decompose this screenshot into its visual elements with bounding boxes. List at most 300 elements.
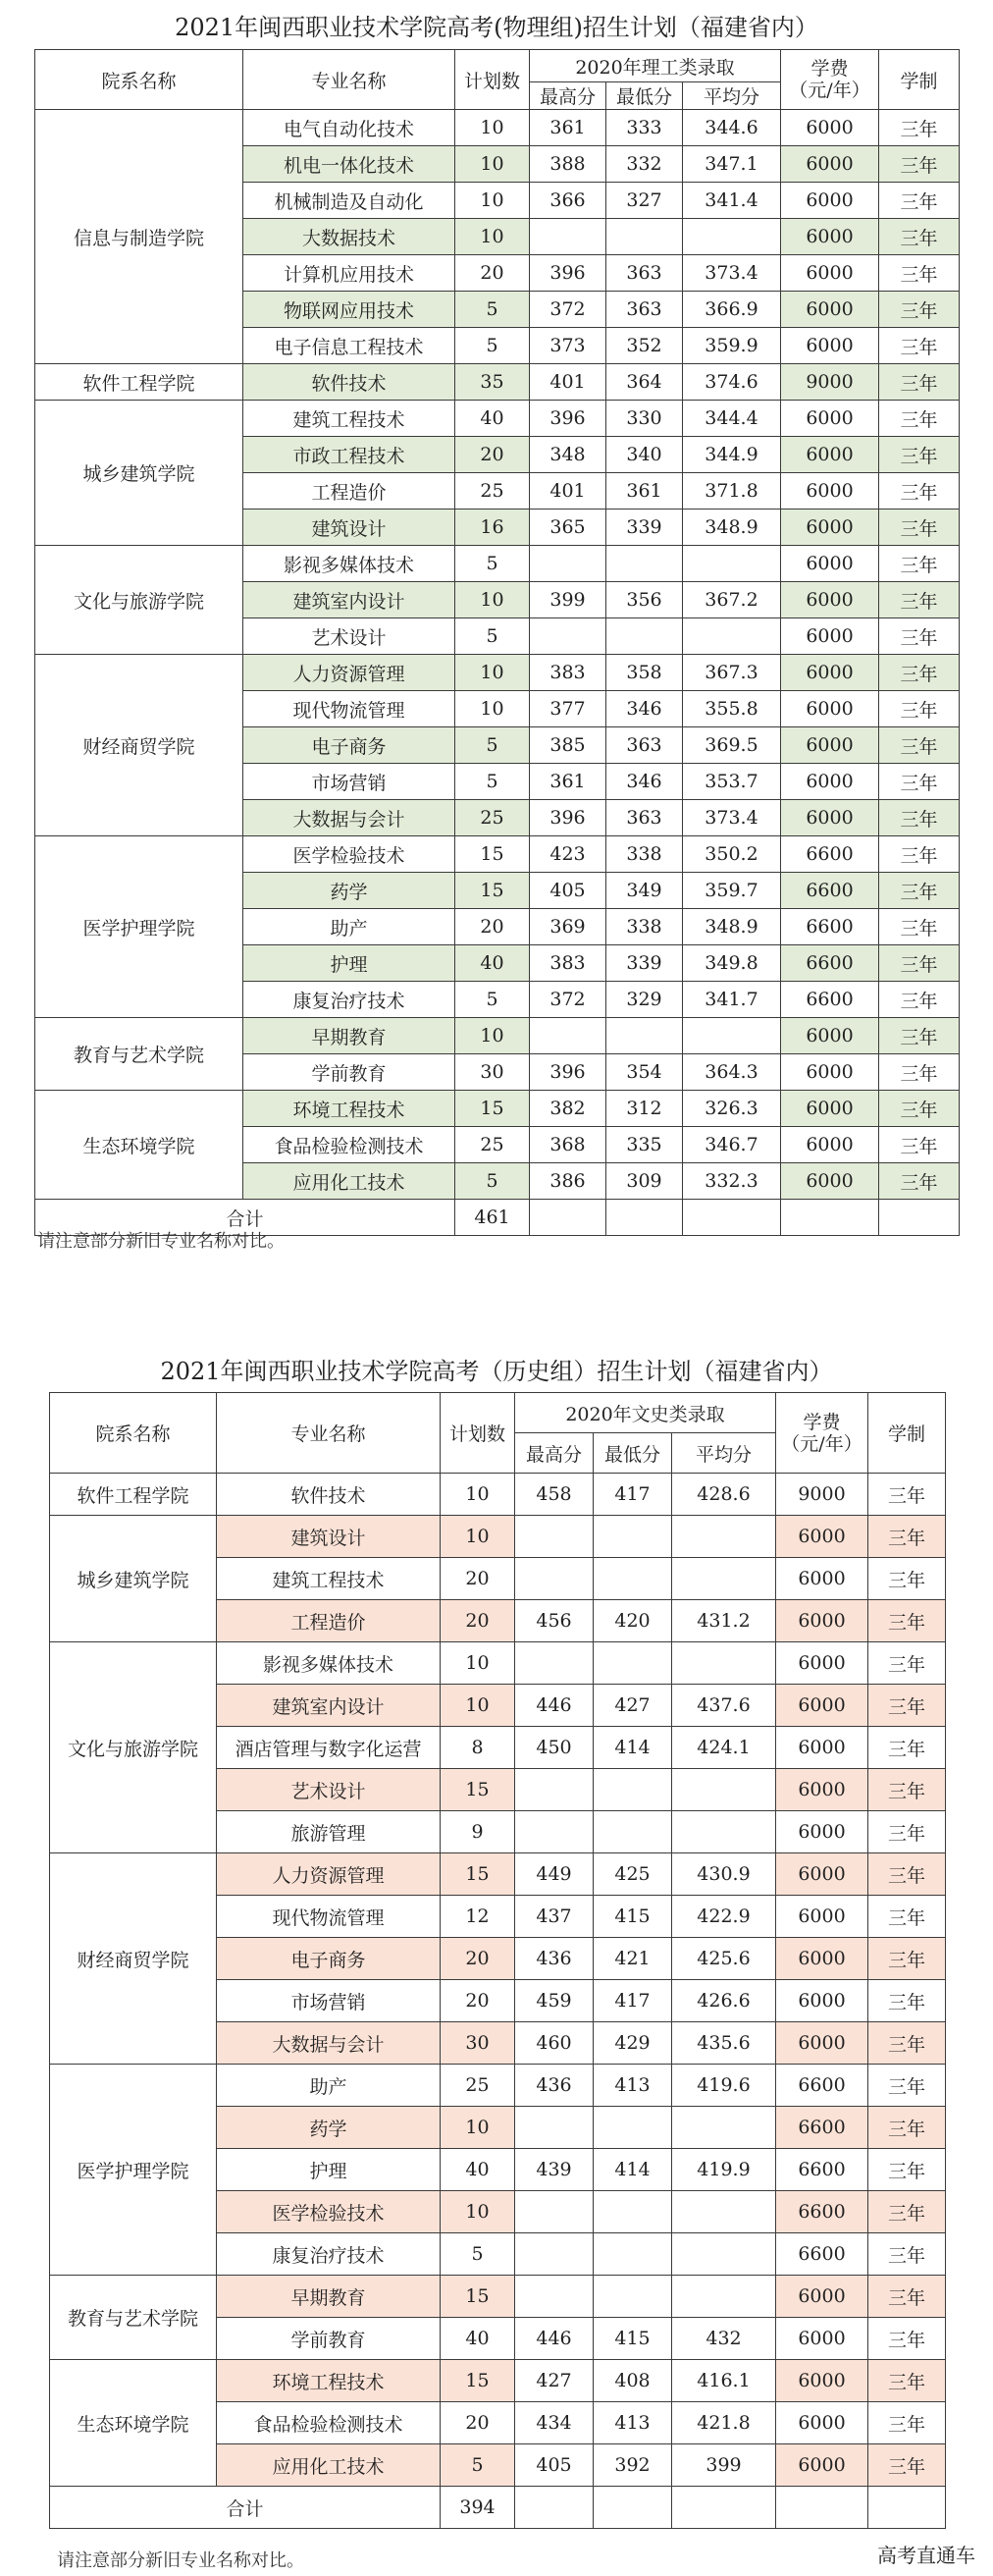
max-score-cell: 369 xyxy=(530,909,606,945)
fee-cell: 6000 xyxy=(781,1163,879,1200)
years-cell: 三年 xyxy=(868,1685,946,1727)
fee-cell: 6600 xyxy=(781,836,879,873)
empty-cell xyxy=(594,2487,672,2529)
max-score-cell: 434 xyxy=(515,2402,594,2444)
major-cell: 助产 xyxy=(217,2065,441,2107)
empty-cell xyxy=(672,2487,776,2529)
min-score-cell xyxy=(594,2233,672,2276)
fee-cell: 6000 xyxy=(781,219,879,255)
fee-cell: 6000 xyxy=(781,401,879,437)
min-score-cell: 415 xyxy=(594,1896,672,1938)
fee-cell: 6000 xyxy=(776,1896,868,1938)
max-score-cell xyxy=(515,1558,594,1600)
years-cell: 三年 xyxy=(879,1091,960,1127)
fee-cell: 6000 xyxy=(776,2360,868,2402)
major-cell: 建筑设计 xyxy=(243,510,455,546)
empty-cell xyxy=(530,1200,606,1236)
table-row xyxy=(50,2276,946,2318)
min-score-cell xyxy=(594,2276,672,2318)
fee-cell: 6000 xyxy=(776,2402,868,2444)
dept-cell: 信息与制造学院 xyxy=(35,110,243,364)
col-header-avg: 平均分 xyxy=(672,1433,776,1474)
max-score-cell: 449 xyxy=(515,1853,594,1896)
min-score-cell: 346 xyxy=(606,691,683,727)
fee-cell: 6000 xyxy=(776,2276,868,2318)
plan-cell: 10 xyxy=(455,691,530,727)
plan-cell: 10 xyxy=(455,110,530,146)
years-cell: 三年 xyxy=(879,473,960,510)
fee-cell: 6000 xyxy=(781,582,879,618)
avg-score-cell xyxy=(672,1558,776,1600)
major-cell: 建筑设计 xyxy=(217,1516,441,1558)
min-score-cell xyxy=(594,2191,672,2233)
avg-score-cell: 348.9 xyxy=(683,909,781,945)
table-row xyxy=(35,401,960,437)
fee-cell: 6000 xyxy=(781,546,879,582)
years-cell: 三年 xyxy=(868,2233,946,2276)
fee-cell: 6000 xyxy=(776,1938,868,1980)
years-cell: 三年 xyxy=(868,1727,946,1769)
fee-cell: 6000 xyxy=(781,764,879,800)
table-row xyxy=(50,1516,946,1558)
dept-cell: 生态环境学院 xyxy=(35,1091,243,1200)
years-cell: 三年 xyxy=(868,1558,946,1600)
min-score-cell: 425 xyxy=(594,1853,672,1896)
major-cell: 工程造价 xyxy=(217,1600,441,1642)
major-cell: 影视多媒体技术 xyxy=(217,1642,441,1685)
col-header-major: 专业名称 xyxy=(217,1393,441,1474)
min-score-cell xyxy=(606,219,683,255)
major-cell: 建筑室内设计 xyxy=(243,582,455,618)
plan-cell: 15 xyxy=(441,1769,515,1811)
dept-cell: 医学护理学院 xyxy=(50,2065,217,2276)
plan-cell: 5 xyxy=(455,982,530,1018)
plan-cell: 25 xyxy=(455,800,530,836)
years-cell: 三年 xyxy=(879,510,960,546)
col-header-major: 专业名称 xyxy=(243,50,455,110)
years-cell: 三年 xyxy=(879,618,960,655)
major-cell: 食品检验检测技术 xyxy=(217,2402,441,2444)
avg-score-cell: 419.6 xyxy=(672,2065,776,2107)
years-cell: 三年 xyxy=(879,219,960,255)
col-header-min: 最低分 xyxy=(594,1433,672,1474)
major-cell: 酒店管理与数字化运营 xyxy=(217,1727,441,1769)
major-cell: 机械制造及自动化 xyxy=(243,183,455,219)
years-cell: 三年 xyxy=(868,2276,946,2318)
plan-cell: 5 xyxy=(441,2233,515,2276)
major-cell: 电子商务 xyxy=(243,727,455,764)
plan-cell: 12 xyxy=(441,1896,515,1938)
years-cell: 三年 xyxy=(868,2149,946,2191)
col-header-dept: 院系名称 xyxy=(50,1393,217,1474)
col-header-max: 最高分 xyxy=(530,82,606,110)
max-score-cell: 348 xyxy=(530,437,606,473)
fee-cell: 6000 xyxy=(776,1727,868,1769)
major-cell: 影视多媒体技术 xyxy=(243,546,455,582)
major-cell: 学前教育 xyxy=(217,2318,441,2360)
avg-score-cell: 348.9 xyxy=(683,510,781,546)
plan-cell: 10 xyxy=(455,219,530,255)
min-score-cell: 363 xyxy=(606,800,683,836)
avg-score-cell: 416.1 xyxy=(672,2360,776,2402)
total-label-cell: 合计 xyxy=(35,1200,455,1236)
col-header-avg: 平均分 xyxy=(683,82,781,110)
years-cell: 三年 xyxy=(868,2065,946,2107)
fee-cell: 6000 xyxy=(776,1642,868,1685)
table-title: 2021年闽西职业技术学院高考(物理组)招生计划（福建省内） xyxy=(175,14,818,41)
max-score-cell: 405 xyxy=(530,873,606,909)
fee-cell: 6000 xyxy=(781,255,879,292)
plan-cell: 10 xyxy=(441,2107,515,2149)
table-row xyxy=(35,364,960,401)
max-score-cell: 368 xyxy=(530,1127,606,1163)
years-cell: 三年 xyxy=(879,691,960,727)
years-cell: 三年 xyxy=(868,2191,946,2233)
plan-cell: 20 xyxy=(455,437,530,473)
major-cell: 建筑工程技术 xyxy=(217,1558,441,1600)
dept-cell: 生态环境学院 xyxy=(50,2360,217,2487)
major-cell: 医学检验技术 xyxy=(243,836,455,873)
max-score-cell: 396 xyxy=(530,255,606,292)
plan-cell: 5 xyxy=(455,1163,530,1200)
physics-plan-table xyxy=(34,49,960,1236)
plan-cell: 20 xyxy=(441,2402,515,2444)
avg-score-cell xyxy=(672,2107,776,2149)
max-score-cell: 383 xyxy=(530,945,606,982)
avg-score-cell: 367.2 xyxy=(683,582,781,618)
avg-score-cell: 432 xyxy=(672,2318,776,2360)
total-plan-cell: 461 xyxy=(455,1200,530,1236)
plan-cell: 5 xyxy=(455,727,530,764)
years-cell: 三年 xyxy=(868,2360,946,2402)
major-cell: 电气自动化技术 xyxy=(243,110,455,146)
min-score-cell xyxy=(594,1558,672,1600)
fee-cell: 6600 xyxy=(781,982,879,1018)
plan-cell: 35 xyxy=(455,364,530,401)
years-cell: 三年 xyxy=(879,364,960,401)
fee-cell: 6600 xyxy=(776,2065,868,2107)
avg-score-cell: 369.5 xyxy=(683,727,781,764)
max-score-cell xyxy=(530,546,606,582)
avg-score-cell xyxy=(672,2276,776,2318)
max-score-cell: 373 xyxy=(530,328,606,364)
col-header-years: 学制 xyxy=(879,50,960,110)
major-cell: 护理 xyxy=(243,945,455,982)
max-score-cell: 405 xyxy=(515,2444,594,2487)
plan-cell: 15 xyxy=(455,1091,530,1127)
fee-cell: 6000 xyxy=(781,1018,879,1054)
max-score-cell: 436 xyxy=(515,2065,594,2107)
min-score-cell: 429 xyxy=(594,2022,672,2065)
years-cell: 三年 xyxy=(879,183,960,219)
years-cell: 三年 xyxy=(879,110,960,146)
max-score-cell xyxy=(530,1018,606,1054)
min-score-cell: 408 xyxy=(594,2360,672,2402)
years-cell: 三年 xyxy=(879,873,960,909)
max-score-cell: 458 xyxy=(515,1474,594,1516)
dept-cell: 文化与旅游学院 xyxy=(50,1642,217,1853)
years-cell: 三年 xyxy=(868,1853,946,1896)
plan-cell: 10 xyxy=(455,655,530,691)
avg-score-cell: 371.8 xyxy=(683,473,781,510)
avg-score-cell: 346.7 xyxy=(683,1127,781,1163)
empty-cell xyxy=(781,1200,879,1236)
min-score-cell xyxy=(594,2107,672,2149)
avg-score-cell xyxy=(683,1018,781,1054)
avg-score-cell: 421.8 xyxy=(672,2402,776,2444)
plan-cell: 5 xyxy=(455,328,530,364)
max-score-cell xyxy=(530,219,606,255)
avg-score-cell: 353.7 xyxy=(683,764,781,800)
fee-cell: 6600 xyxy=(776,2149,868,2191)
avg-score-cell: 426.6 xyxy=(672,1980,776,2022)
min-score-cell: 340 xyxy=(606,437,683,473)
table-row xyxy=(50,1642,946,1685)
dept-cell: 城乡建筑学院 xyxy=(35,401,243,546)
plan-cell: 10 xyxy=(441,1685,515,1727)
fee-cell: 6000 xyxy=(781,618,879,655)
years-cell: 三年 xyxy=(879,401,960,437)
plan-cell: 9 xyxy=(441,1811,515,1853)
empty-cell xyxy=(606,1200,683,1236)
years-cell: 三年 xyxy=(868,1474,946,1516)
min-score-cell: 420 xyxy=(594,1600,672,1642)
fee-cell: 6000 xyxy=(781,655,879,691)
max-score-cell: 385 xyxy=(530,727,606,764)
avg-score-cell xyxy=(672,1811,776,1853)
major-cell: 市场营销 xyxy=(217,1980,441,2022)
major-cell: 电子商务 xyxy=(217,1938,441,1980)
years-cell: 三年 xyxy=(879,800,960,836)
fee-unit: （元/年） xyxy=(789,80,870,101)
plan-cell: 15 xyxy=(441,2276,515,2318)
min-score-cell: 417 xyxy=(594,1474,672,1516)
max-score-cell xyxy=(515,1811,594,1853)
major-cell: 早期教育 xyxy=(243,1018,455,1054)
table-row xyxy=(50,1853,946,1896)
table-note: 请注意部分新旧专业名称对比。 xyxy=(37,1231,285,1252)
avg-score-cell: 347.1 xyxy=(683,146,781,183)
years-cell: 三年 xyxy=(868,2022,946,2065)
avg-score-cell xyxy=(683,618,781,655)
min-score-cell: 414 xyxy=(594,2149,672,2191)
avg-score-cell xyxy=(683,219,781,255)
plan-cell: 10 xyxy=(441,2191,515,2233)
fee-cell: 9000 xyxy=(776,1474,868,1516)
table-row xyxy=(50,2065,946,2107)
max-score-cell: 427 xyxy=(515,2360,594,2402)
min-score-cell: 356 xyxy=(606,582,683,618)
dept-cell: 教育与艺术学院 xyxy=(35,1018,243,1091)
years-cell: 三年 xyxy=(868,1980,946,2022)
max-score-cell xyxy=(515,1642,594,1685)
years-cell: 三年 xyxy=(879,1054,960,1091)
plan-cell: 20 xyxy=(455,909,530,945)
min-score-cell: 330 xyxy=(606,401,683,437)
max-score-cell: 460 xyxy=(515,2022,594,2065)
max-score-cell: 459 xyxy=(515,1980,594,2022)
avg-score-cell: 428.6 xyxy=(672,1474,776,1516)
min-score-cell xyxy=(606,1018,683,1054)
plan-cell: 5 xyxy=(441,2444,515,2487)
fee-cell: 6000 xyxy=(776,1516,868,1558)
plan-cell: 10 xyxy=(441,1474,515,1516)
years-cell: 三年 xyxy=(879,546,960,582)
fee-cell: 6000 xyxy=(781,727,879,764)
fee-cell: 6600 xyxy=(776,2107,868,2149)
years-cell: 三年 xyxy=(879,582,960,618)
empty-cell xyxy=(683,1200,781,1236)
max-score-cell: 382 xyxy=(530,1091,606,1127)
years-cell: 三年 xyxy=(879,146,960,183)
min-score-cell: 413 xyxy=(594,2402,672,2444)
years-cell: 三年 xyxy=(879,945,960,982)
empty-cell xyxy=(879,1200,960,1236)
col-header-fee xyxy=(781,50,879,110)
plan-cell: 5 xyxy=(455,292,530,328)
fee-cell: 6000 xyxy=(781,110,879,146)
col-header-max: 最高分 xyxy=(515,1433,594,1474)
plan-cell: 40 xyxy=(455,945,530,982)
col-header-years: 学制 xyxy=(868,1393,946,1474)
major-cell: 市政工程技术 xyxy=(243,437,455,473)
major-cell: 人力资源管理 xyxy=(217,1853,441,1896)
max-score-cell: 366 xyxy=(530,183,606,219)
avg-score-cell: 373.4 xyxy=(683,255,781,292)
fee-label: 学费 xyxy=(803,1411,841,1433)
fee-cell: 6000 xyxy=(776,2444,868,2487)
avg-score-cell: 431.2 xyxy=(672,1600,776,1642)
plan-cell: 5 xyxy=(455,618,530,655)
major-cell: 物联网应用技术 xyxy=(243,292,455,328)
plan-cell: 20 xyxy=(455,255,530,292)
max-score-cell: 437 xyxy=(515,1896,594,1938)
years-cell: 三年 xyxy=(879,292,960,328)
major-cell: 食品检验检测技术 xyxy=(243,1127,455,1163)
avg-score-cell: 350.2 xyxy=(683,836,781,873)
years-cell: 三年 xyxy=(868,2444,946,2487)
avg-score-cell: 422.9 xyxy=(672,1896,776,1938)
avg-score-cell xyxy=(672,1516,776,1558)
major-cell: 药学 xyxy=(217,2107,441,2149)
col-header-fee xyxy=(776,1393,868,1474)
years-cell: 三年 xyxy=(879,1018,960,1054)
avg-score-cell xyxy=(672,2233,776,2276)
watermark: 高考直通车 xyxy=(877,2544,975,2567)
major-cell: 医学检验技术 xyxy=(217,2191,441,2233)
col-header-plan: 计划数 xyxy=(441,1393,515,1474)
plan-cell: 30 xyxy=(441,2022,515,2065)
years-cell: 三年 xyxy=(868,1769,946,1811)
years-cell: 三年 xyxy=(879,328,960,364)
plan-cell: 40 xyxy=(441,2318,515,2360)
plan-cell: 5 xyxy=(455,546,530,582)
dept-cell: 文化与旅游学院 xyxy=(35,546,243,655)
min-score-cell: 327 xyxy=(606,183,683,219)
years-cell: 三年 xyxy=(879,1127,960,1163)
major-cell: 大数据与会计 xyxy=(243,800,455,836)
table-row xyxy=(35,1091,960,1127)
empty-cell xyxy=(776,2487,868,2529)
plan-cell: 25 xyxy=(455,473,530,510)
dept-cell: 城乡建筑学院 xyxy=(50,1516,217,1642)
avg-score-cell: 344.6 xyxy=(683,110,781,146)
header-row xyxy=(50,1393,946,1433)
max-score-cell: 401 xyxy=(530,473,606,510)
max-score-cell: 401 xyxy=(530,364,606,401)
years-cell: 三年 xyxy=(868,2318,946,2360)
major-cell: 建筑室内设计 xyxy=(217,1685,441,1727)
min-score-cell: 364 xyxy=(606,364,683,401)
avg-score-cell: 344.9 xyxy=(683,437,781,473)
years-cell: 三年 xyxy=(868,1642,946,1685)
major-cell: 护理 xyxy=(217,2149,441,2191)
max-score-cell: 456 xyxy=(515,1600,594,1642)
min-score-cell: 392 xyxy=(594,2444,672,2487)
years-cell: 三年 xyxy=(879,836,960,873)
table-title: 2021年闽西职业技术学院高考（历史组）招生计划（福建省内） xyxy=(160,1358,833,1385)
min-score-cell xyxy=(594,1642,672,1685)
avg-score-cell: 437.6 xyxy=(672,1685,776,1727)
max-score-cell: 399 xyxy=(530,582,606,618)
major-cell: 旅游管理 xyxy=(217,1811,441,1853)
major-cell: 学前教育 xyxy=(243,1054,455,1091)
major-cell: 人力资源管理 xyxy=(243,655,455,691)
table-row xyxy=(50,2360,946,2402)
avg-score-cell: 332.3 xyxy=(683,1163,781,1200)
max-score-cell: 396 xyxy=(530,1054,606,1091)
fee-label: 学费 xyxy=(810,58,849,80)
total-row xyxy=(50,2487,946,2529)
avg-score-cell: 359.9 xyxy=(683,328,781,364)
fee-cell: 6000 xyxy=(776,1811,868,1853)
years-cell: 三年 xyxy=(879,655,960,691)
min-score-cell: 333 xyxy=(606,110,683,146)
max-score-cell: 365 xyxy=(530,510,606,546)
dept-cell: 财经商贸学院 xyxy=(50,1853,217,2065)
major-cell: 应用化工技术 xyxy=(243,1163,455,1200)
years-cell: 三年 xyxy=(868,1600,946,1642)
major-cell: 艺术设计 xyxy=(217,1769,441,1811)
years-cell: 三年 xyxy=(879,727,960,764)
plan-cell: 15 xyxy=(441,2360,515,2402)
plan-cell: 8 xyxy=(441,1727,515,1769)
fee-cell: 6000 xyxy=(776,1853,868,1896)
fee-cell: 6000 xyxy=(781,1054,879,1091)
min-score-cell: 338 xyxy=(606,909,683,945)
history-plan-table xyxy=(49,1392,946,2529)
min-score-cell xyxy=(594,1769,672,1811)
max-score-cell xyxy=(515,1769,594,1811)
max-score-cell: 372 xyxy=(530,982,606,1018)
plan-cell: 20 xyxy=(441,1558,515,1600)
fee-cell: 6000 xyxy=(781,328,879,364)
avg-score-cell: 341.4 xyxy=(683,183,781,219)
avg-score-cell: 424.1 xyxy=(672,1727,776,1769)
major-cell: 现代物流管理 xyxy=(217,1896,441,1938)
fee-cell: 6600 xyxy=(776,2233,868,2276)
min-score-cell: 339 xyxy=(606,510,683,546)
min-score-cell: 414 xyxy=(594,1727,672,1769)
plan-cell: 40 xyxy=(441,2149,515,2191)
min-score-cell xyxy=(606,546,683,582)
empty-cell xyxy=(868,2487,946,2529)
max-score-cell xyxy=(515,2233,594,2276)
major-cell: 软件技术 xyxy=(243,364,455,401)
max-score-cell: 383 xyxy=(530,655,606,691)
avg-score-cell: 344.4 xyxy=(683,401,781,437)
years-cell: 三年 xyxy=(879,437,960,473)
